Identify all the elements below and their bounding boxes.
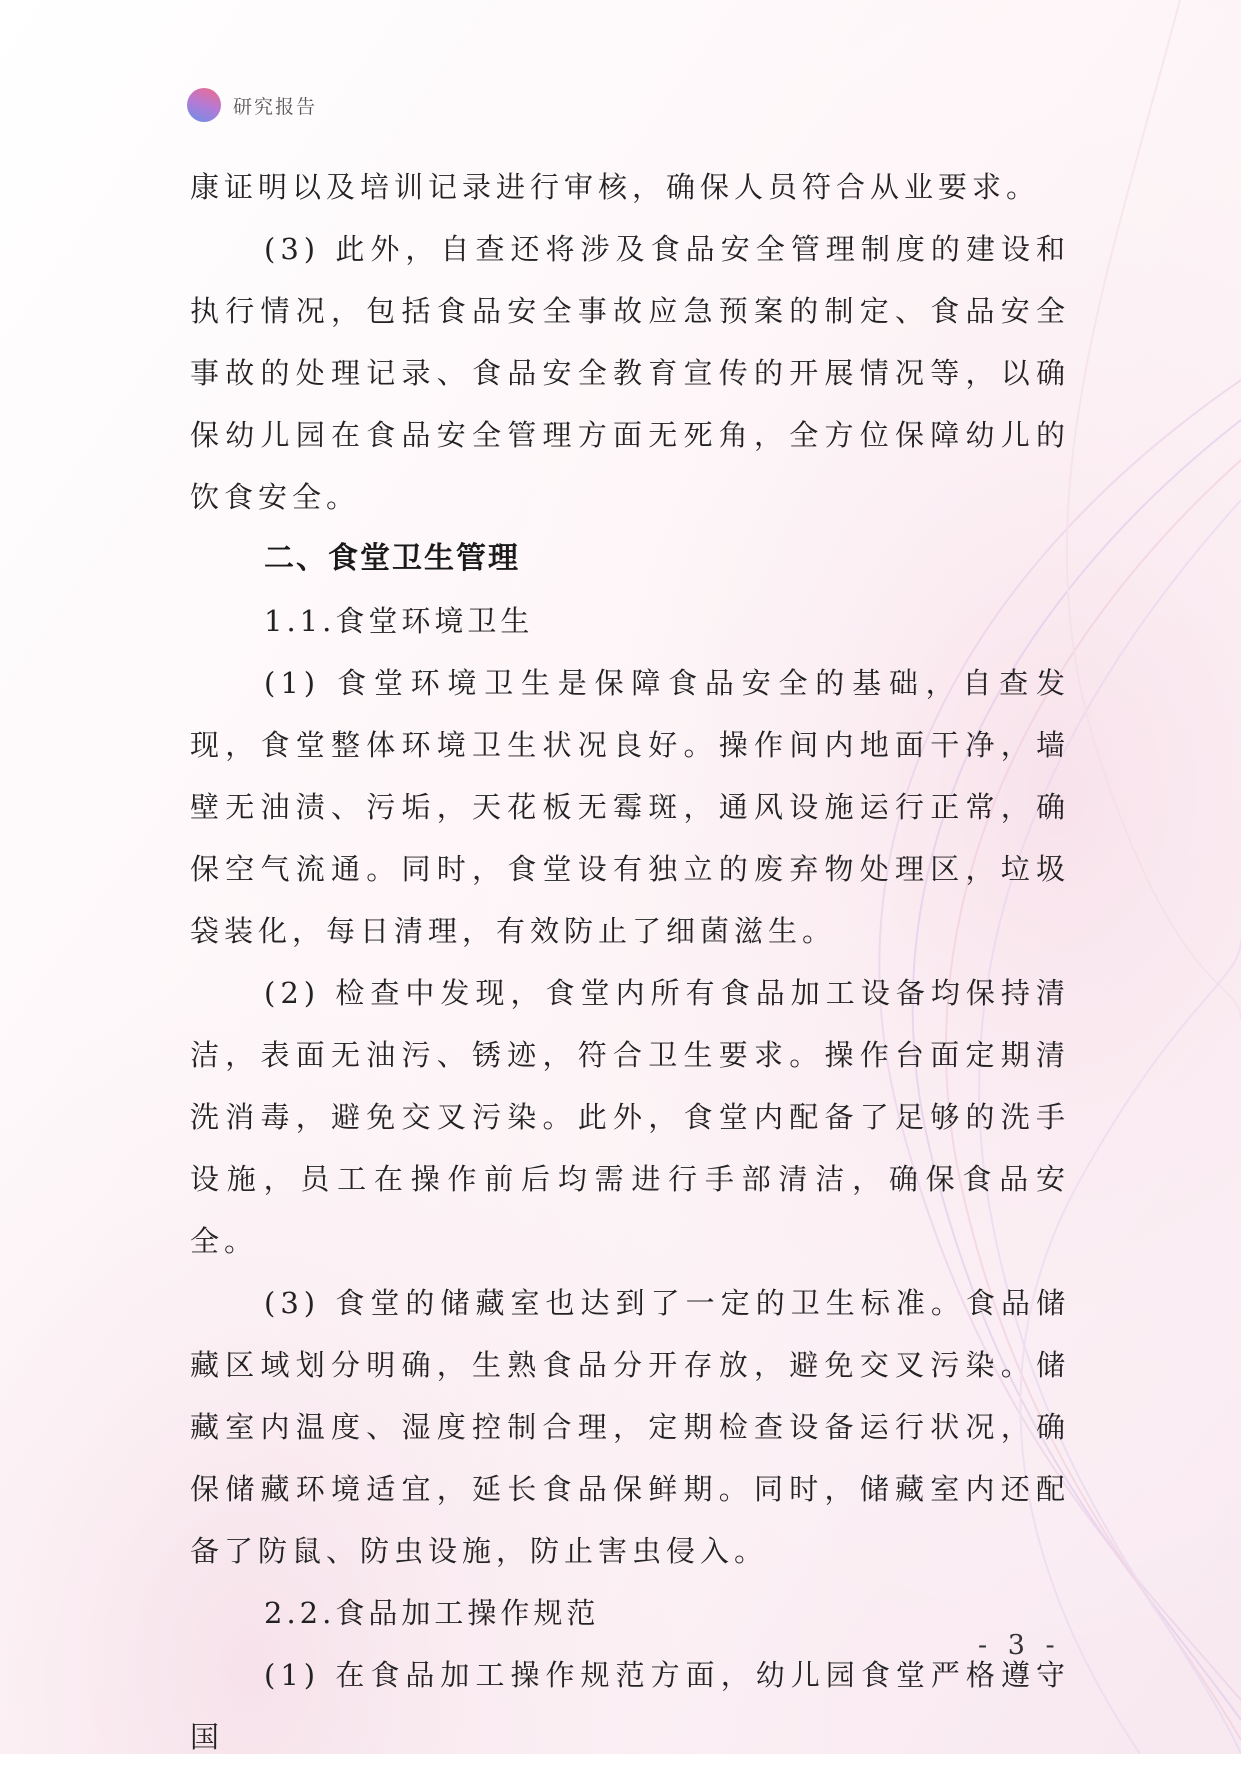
section-heading: 二、食堂卫生管理 (264, 541, 520, 576)
subsection-heading-environment: 1.1.食堂环境卫生 (264, 604, 534, 638)
paragraph-processing-1: (1) 在食品加工操作规范方面，幼儿园食堂严格遵守国 (190, 1658, 1070, 1754)
paragraph-continuation: 康证明以及培训记录进行审核，确保人员符合从业要求。 (190, 170, 1041, 204)
header-title: 研究报告 (233, 95, 318, 118)
subsection-heading-processing: 2.2.食品加工操作规范 (264, 1596, 600, 1630)
paragraph-environment-2: (2) 检查中发现，食堂内所有食品加工设备均保持清洁，表面无油污、锈迹，符合卫生要求。操作台面定期清洗消毒，避免交叉污染。此外，食堂内配备了足够的洗手设施，员工在操作前后均需进行手部清洁，确保食品安全。 (190, 976, 1070, 1258)
paragraph-management-system: (3) 此外，自查还将涉及食品安全管理制度的建设和执行情况，包括食品安全事故应急预案的制定、食品安全事故的处理记录、食品安全教育宣传的开展情况等，以确保幼儿园在食品安全管理方面无死角，全方位保障幼儿的饮食安全。 (190, 232, 1070, 514)
page-number: - 3 - (978, 1630, 1061, 1661)
document-body (190, 156, 1070, 1768)
report-logo-icon (187, 88, 221, 122)
paragraph-environment-3: (3) 食堂的储藏室也达到了一定的卫生标准。食品储藏区域划分明确，生熟食品分开存放，避免交叉污染。储藏室内温度、湿度控制合理，定期检查设备运行状况，确保储藏环境适宜，延长食品保鲜期。同时，储藏室内还配备了防鼠、防虫设施，防止害虫侵入。 (190, 1286, 1070, 1568)
paragraph-environment-1: (1) 食堂环境卫生是保障食品安全的基础，自查发现，食堂整体环境卫生状况良好。操作间内地面干净，墙壁无油渍、污垢，天花板无霉斑，通风设施运行正常，确保空气流通。同时，食堂设有独立的废弃物处理区，垃圾袋装化，每日清理，有效防止了细菌滋生。 (190, 666, 1070, 948)
page-header (187, 88, 317, 122)
